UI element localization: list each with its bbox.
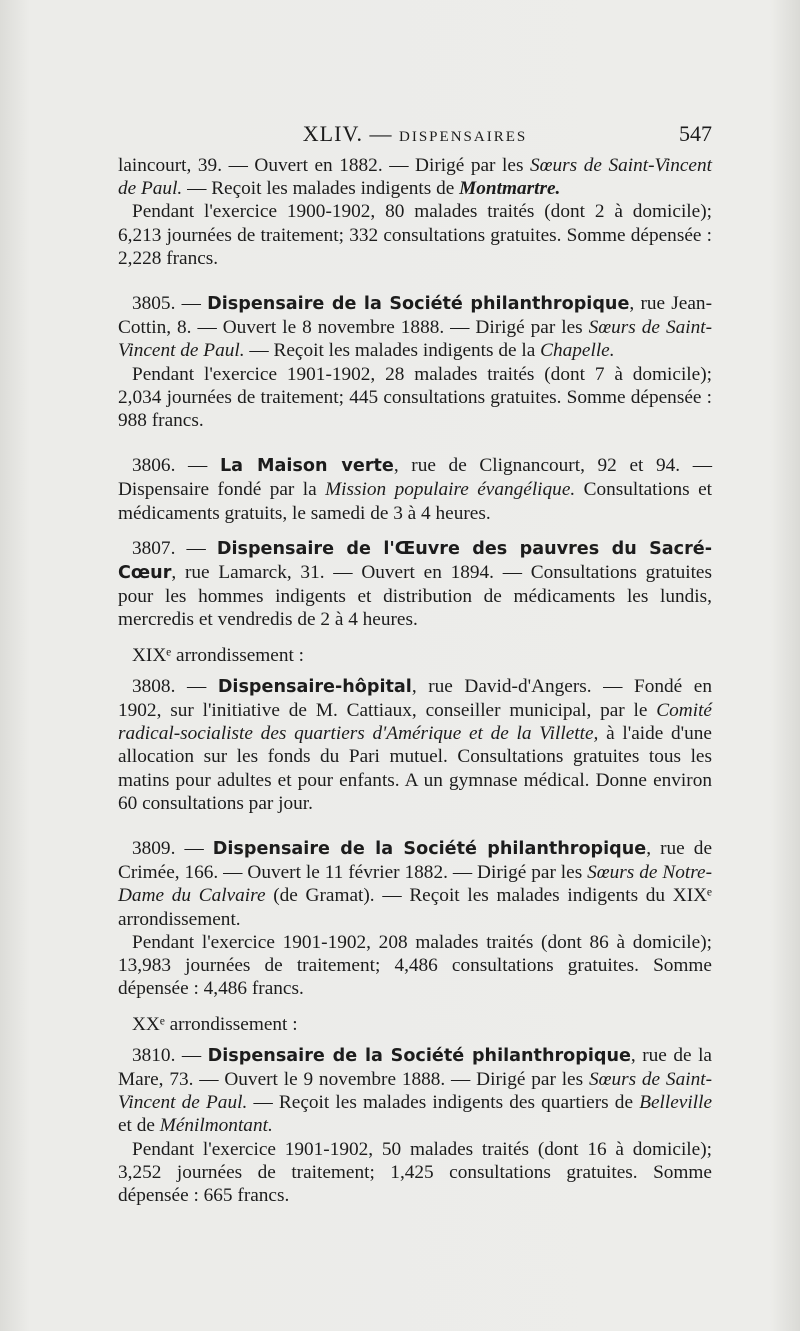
entry-name: Dispensaire-hôpital (217, 676, 412, 697)
entry-number: 3805. — (132, 293, 208, 315)
section-title: DISPENSAIRES (399, 129, 528, 145)
header-dash: — (369, 121, 393, 146)
entry-3805: 3805. — Dispensaire de la Société philanthropique, rue Jean-Cottin, 8. — Ouvert le 8 novembre 1888. — Dirigé par les Sœurs de Saint-Vincent de Paul. — Reçoit les malades indigents de la Chapelle. (118, 293, 712, 362)
entry-number: 3806. — (132, 455, 220, 477)
running-header (118, 121, 712, 151)
entry-3809: 3809. — Dispensaire de la Société philanthropique, rue de Crimée, 166. — Ouvert le 11 février 1882. — Dirigé par les Sœurs de Notre-Dame du Calvaire (de Gramat). — Reçoit les malades indigents du XIXᵉ arrondissement. (118, 838, 712, 930)
entry-name: La Maison verte (219, 456, 394, 477)
arrondissement-heading-19: XIXᵉ arrondissement : (132, 644, 305, 666)
entry-name: Dispensaire de l'Œuvre des pauvres du Sacré-Cœur (118, 538, 713, 584)
entry-3810-stats: Pendant l'exercice 1901-1902, 50 malades traités (dont 16 à domicile); 3,252 journées de traitement; 1,425 consultations gratuites. Somme dépensée : 665 francs. (118, 1138, 712, 1206)
page-body (118, 154, 712, 1207)
entry-number: 3810. — (132, 1044, 208, 1066)
entry-continuation: laincourt, 39. — Ouvert en 1882. — Dirigé par les Sœurs de Saint-Vincent de Paul. — Reçoit les malades indigents de Montmartre. (118, 155, 712, 200)
entry-number: 3807. — (132, 537, 217, 559)
entry-3807: 3807. — Dispensaire de l'Œuvre des pauvres du Sacré-Cœur, rue Lamarck, 31. — Ouvert en 1894. — Consultations gratuites pour les hommes indigents et distribution de médicaments les lundis, mercredis et vendredis de 2 à 4 heures. (118, 537, 713, 631)
entry-number: 3808. — (132, 675, 218, 697)
entry-3810: 3810. — Dispensaire de la Société philanthropique, rue de la Mare, 73. — Ouvert le 9 novembre 1888. — Dirigé par les Sœurs de Saint-Vincent de Paul. — Reçoit les malades indigents des quartiers de Belleville et de Ménilmontant. (118, 1044, 712, 1137)
entry-name: Dispensaire de la Société philanthropique (207, 1045, 631, 1066)
page-number: 547 (679, 121, 712, 146)
chapter-title (118, 121, 712, 147)
entry-name: Dispensaire de la Société philanthropique (212, 839, 647, 860)
entry-3808: 3808. — Dispensaire-hôpital, rue David-d'Angers. — Fondé en 1902, sur l'initiative de M. Cattiaux, conseiller municipal, par le Comité radical-socialiste des quartiers d'Amérique et de la Villette, à l'aide d'une allocation sur les fonds du Pari mutuel. Consultations gratuites tous les matins pour adultes et pour enfants. A un gymnase médical. Donne environ 60 consultations par jour. (118, 675, 712, 814)
entry-number: 3809. — (132, 838, 213, 860)
entry-3806: 3806. — La Maison verte, rue de Clignancourt, 92 et 94. — Dispensaire fondé par la Mission populaire évangélique. Consultations et médicaments gratuits, le samedi de 3 à 4 heures. (118, 455, 713, 524)
entry-3805-stats: Pendant l'exercice 1901-1902, 28 malades traités (dont 7 à domicile); 2,034 journées de traitement; 445 consultations gratuites. Somme dépensée : 988 francs. (118, 363, 712, 432)
entry-name: Dispensaire de la Société philanthropique (207, 294, 630, 315)
entry-3809-stats: Pendant l'exercice 1901-1902, 208 malades traités (dont 86 à domicile); 13,983 journées de traitement; 4,486 consultations gratuites. Somme dépensée : 4,486 francs. (118, 931, 712, 1000)
chapter-number: XLIV. (302, 121, 364, 146)
arrondissement-heading-20: XXᵉ arrondissement : (132, 1013, 298, 1035)
entry-continuation-stats: Pendant l'exercice 1900-1902, 80 malades traités (dont 2 à domicile); 6,213 journées de traitement; 332 consultations gratuites. Somme dépensée : 2,228 francs. (118, 201, 712, 269)
